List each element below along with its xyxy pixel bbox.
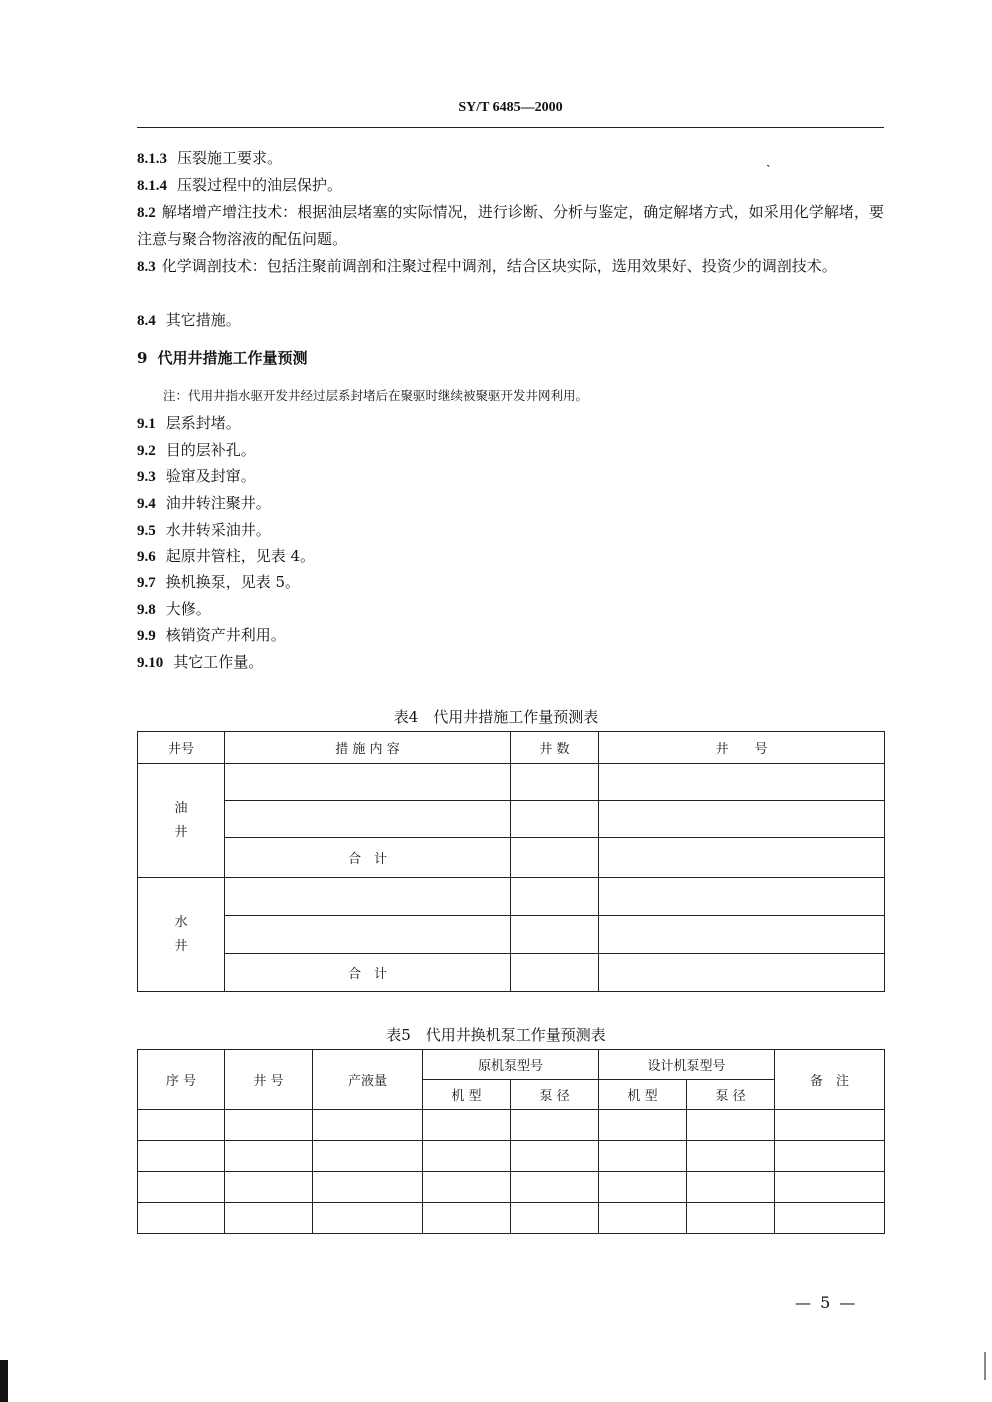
table-cell <box>511 764 599 801</box>
table5-header-output: 产液量 <box>313 1050 423 1110</box>
table-cell <box>423 1172 511 1203</box>
table-cell <box>138 1141 225 1172</box>
clause-9-2: 9.2 目的层补孔。 <box>137 441 256 459</box>
table5-header-well: 井 号 <box>225 1050 313 1110</box>
table-row <box>138 1110 885 1141</box>
table-cell <box>511 801 599 838</box>
table-cell <box>687 1141 775 1172</box>
clause-8-1-3: 8.1.3 压裂施工要求。 <box>137 149 283 167</box>
clause-8-3: 8.3 化学调剖技术：包括注聚前调剖和注聚过程中调剂，结合区块实际，选用效果好、投资少的调剖技术。 <box>137 257 837 275</box>
table-cell <box>511 916 599 954</box>
table5-header-orig: 原机泵型号 <box>423 1050 599 1080</box>
table-cell <box>511 1172 599 1203</box>
table-cell <box>775 1203 885 1234</box>
table4-subtotal-oil: 合 计 <box>225 838 511 878</box>
table4 <box>137 731 885 992</box>
section-9-note: 注：代用井指水驱开发井经过层系封堵后在聚驱时继续被聚驱开发井网利用。 <box>163 388 589 403</box>
table-cell <box>225 878 511 916</box>
table-row <box>138 1141 885 1172</box>
table-cell <box>599 1141 687 1172</box>
clause-9-3: 9.3 验窜及封窜。 <box>137 467 256 485</box>
table-cell <box>313 1172 423 1203</box>
table4-group-oil: 油 井 <box>138 764 225 878</box>
table-cell <box>775 1141 885 1172</box>
table-cell <box>225 1141 313 1172</box>
table-cell <box>225 916 511 954</box>
table4-subtotal-water: 合 计 <box>225 954 511 992</box>
table-row <box>138 954 885 992</box>
table-cell <box>511 878 599 916</box>
table-cell <box>313 1110 423 1141</box>
table-row <box>138 1203 885 1234</box>
clause-8-1-4: 8.1.4 压裂过程中的油层保护。 <box>137 176 343 194</box>
table5-header-row-1 <box>138 1050 885 1080</box>
table-cell <box>511 1110 599 1141</box>
table-cell <box>599 801 885 838</box>
table-cell <box>225 801 511 838</box>
header-rule <box>137 127 884 128</box>
table-cell <box>775 1110 885 1141</box>
table-cell <box>511 838 599 878</box>
table-cell <box>225 1110 313 1141</box>
table-cell <box>313 1141 423 1172</box>
table-cell <box>599 1110 687 1141</box>
table-cell <box>225 764 511 801</box>
table4-header-row <box>138 732 885 764</box>
table5-header-design-pump: 泵 径 <box>687 1080 775 1110</box>
table4-caption: 表4 代用井措施工作量预测表 <box>393 708 599 726</box>
table-cell <box>138 1203 225 1234</box>
table5 <box>137 1049 885 1234</box>
clause-9-6: 9.6 起原井管柱，见表 4。 <box>137 547 316 565</box>
page-header: SY/T 6485—2000 <box>458 100 563 115</box>
stray-mark: ˏ <box>766 152 771 168</box>
table-row <box>138 764 885 801</box>
clause-9-4: 9.4 油井转注聚井。 <box>137 494 271 512</box>
table-cell <box>599 764 885 801</box>
table5-caption: 表5 代用井换机泵工作量预测表 <box>386 1026 606 1044</box>
table-row <box>138 1172 885 1203</box>
scan-edge-mark <box>0 1360 8 1402</box>
clause-8-2: 8.2 解堵增产增注技术：根据油层堵塞的实际情况，进行诊断、分析与鉴定，确定解堵方式，如采用化学解堵，要注意与聚合物溶液的配伍问题。 <box>137 203 884 248</box>
table-cell <box>599 954 885 992</box>
table-cell <box>599 878 885 916</box>
table-cell <box>225 1172 313 1203</box>
table5-header-orig-model: 机 型 <box>423 1080 511 1110</box>
clause-9-10: 9.10 其它工作量。 <box>137 653 264 671</box>
table-cell <box>775 1172 885 1203</box>
scan-edge-mark-right <box>984 1352 986 1380</box>
table5-header-design-model: 机 型 <box>599 1080 687 1110</box>
table-cell <box>599 1172 687 1203</box>
table-cell <box>138 1110 225 1141</box>
table-row <box>138 878 885 916</box>
clause-9-1: 9.1 层系封堵。 <box>137 414 241 432</box>
table5-header-design: 设计机泵型号 <box>599 1050 775 1080</box>
table-cell <box>423 1110 511 1141</box>
table-cell <box>599 1203 687 1234</box>
table-cell <box>511 1141 599 1172</box>
table-cell <box>687 1172 775 1203</box>
table-cell <box>511 954 599 992</box>
table4-header-cell: 措 施 内 容 <box>225 732 511 764</box>
table-cell <box>138 1172 225 1203</box>
table-cell <box>599 916 885 954</box>
table-cell <box>599 838 885 878</box>
clause-9-8: 9.8 大修。 <box>137 600 211 618</box>
section-9-heading: 9 代用井措施工作量预测 <box>137 349 308 367</box>
table4-header-cell: 井号 <box>138 732 225 764</box>
table5-header-orig-pump: 泵 径 <box>511 1080 599 1110</box>
table-row <box>138 838 885 878</box>
table-cell <box>423 1141 511 1172</box>
table-cell <box>225 1203 313 1234</box>
table4-header-cell: 井 数 <box>511 732 599 764</box>
table4-header-cell: 井 号 <box>599 732 885 764</box>
table-cell <box>313 1203 423 1234</box>
clause-9-9: 9.9 核销资产井利用。 <box>137 626 286 644</box>
clause-8-4: 8.4 其它措施。 <box>137 311 241 329</box>
table5-header-remark: 备 注 <box>775 1050 885 1110</box>
table-cell <box>511 1203 599 1234</box>
table-cell <box>423 1203 511 1234</box>
table-cell <box>687 1203 775 1234</box>
page-number: — 5 — <box>795 1293 858 1312</box>
clause-9-5: 9.5 水井转采油井。 <box>137 521 271 539</box>
table-row <box>138 801 885 838</box>
table-cell <box>687 1110 775 1141</box>
table-row <box>138 916 885 954</box>
table5-header-seq: 序 号 <box>138 1050 225 1110</box>
clause-9-7: 9.7 换机换泵，见表 5。 <box>137 573 301 591</box>
table4-group-water: 水 井 <box>138 878 225 992</box>
